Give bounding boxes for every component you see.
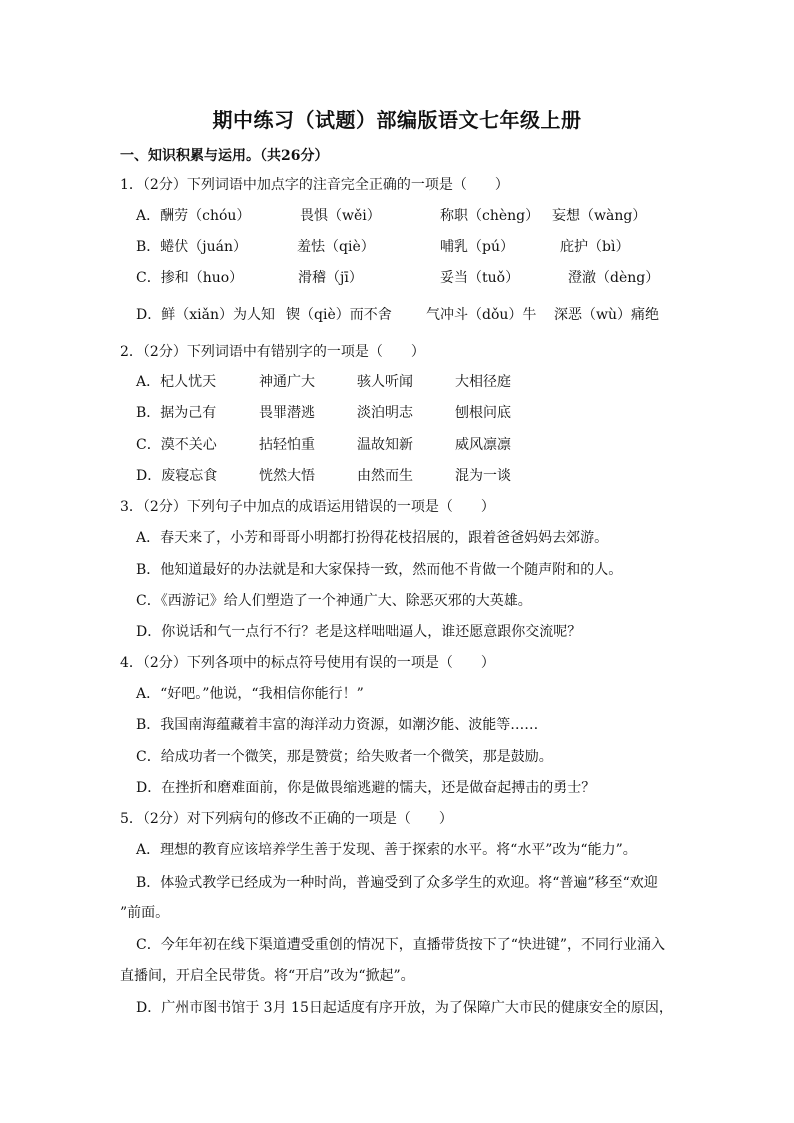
q1-option-a-word-2: 畏惧（wěi） [300, 208, 381, 224]
q5-option-b-line-1: B．体验式教学已经成为一种时尚，普遍受到了众多学生的欢迎。将“普遍”移至“欢迎 [136, 875, 658, 891]
q1-option-a-word-3: 称职（chèng） [440, 208, 540, 224]
q2-option-d-word-1: D．废寝忘食 [136, 468, 218, 484]
q1-option-d-word-1: D．鲜（xiǎn）为人知 [136, 307, 275, 323]
section-heading: 一、知识积累与运用。（共26分） [120, 148, 329, 164]
q2-option-c-word-2: 拈轻怕重 [259, 437, 315, 453]
q1-option-c-word-3: 妥当（tuǒ） [440, 270, 520, 286]
q1-option-b-word-1: B．蜷伏（juán） [136, 239, 248, 255]
q2-option-d-word-4: 混为一谈 [455, 468, 511, 484]
q1-option-b-word-3: 哺乳（pú） [440, 239, 514, 255]
q1-option-c-word-1: C．掺和（huo） [136, 270, 244, 286]
q2-option-a-word-1: A．杞人忧天 [136, 374, 217, 390]
q1-option-b-word-4: 庇护（bì） [560, 239, 630, 255]
q3-option-c: C．《西游记》给人们塑造了一个神通广大、除恶灭邪的大英雄。 [136, 593, 532, 609]
q1-option-d-word-4: 深恶（wù）痛绝 [554, 307, 659, 323]
page-title: 期中练习（试题）部编版语文七年级上册 [212, 108, 582, 132]
q4-option-d: D．在挫折和磨难面前，你是做畏缩逃避的懦夫，还是做奋起搏击的勇士？ [136, 780, 596, 796]
q3-option-a: A．春天来了，小芳和哥哥小明都打扮得花枝招展的，跟着爸爸妈妈去郊游。 [136, 530, 609, 546]
question-2-stem: 2．（2分）下列词语中有错别字的一项是（ ） [120, 344, 425, 360]
q2-option-b-word-3: 淡泊明志 [357, 405, 413, 421]
q2-option-a-word-3: 骇人听闻 [357, 374, 413, 390]
q1-option-a-word-1: A．酬劳（chóu） [136, 208, 251, 224]
q5-option-c-line-2: 直播间，开启全民带货。将“开启”改为“掀起”。 [120, 968, 415, 984]
q2-option-d-word-2: 恍然大悟 [259, 468, 315, 484]
q1-option-c-word-2: 滑稽（jī） [298, 270, 363, 286]
q2-option-b-word-1: B．据为己有 [136, 405, 217, 421]
q4-option-c: C．给成功者一个微笑，那是赞赏；给失败者一个微笑，那是鼓励。 [136, 749, 553, 765]
q2-option-c-word-4: 威风凛凛 [455, 437, 511, 453]
question-5-stem: 5．（2分）对下列病句的修改不正确的一项是（ ） [120, 811, 453, 827]
q2-option-c-word-1: C．漠不关心 [136, 437, 217, 453]
q1-option-b-word-2: 羞怯（qiè） [297, 239, 375, 255]
q1-option-d-word-3: 气冲斗（dǒu）牛 [426, 307, 537, 323]
q1-option-c-word-4: 澄澈（dèng） [568, 270, 660, 286]
q3-option-d: D．你说话和气一点行不行？老是这样咄咄逼人，谁还愿意跟你交流呢？ [136, 624, 582, 640]
q1-option-d-word-2: 锲（qiè）而不舍 [286, 307, 392, 323]
q3-option-b: B．他知道最好的办法就是和大家保持一致，然而他不肯做一个随声附和的人。 [136, 562, 623, 578]
q2-option-a-word-4: 大相径庭 [455, 374, 511, 390]
q5-option-a: A．理想的教育应该培养学生善于发现、善于探索的水平。将“水平”改为“能力”。 [136, 842, 637, 858]
q5-option-d-line-1: D．广州市图书馆于 3月 15日起适度有序开放，为了保障广大市民的健康安全的原因， [136, 1000, 673, 1016]
q2-option-b-word-2: 畏罪潜逃 [259, 405, 315, 421]
q1-option-a-word-4: 妄想（wàng） [552, 208, 647, 224]
q5-option-b-line-2: ”前面。 [120, 905, 170, 921]
q2-option-c-word-3: 温故知新 [357, 437, 413, 453]
question-4-stem: 4．（2分）下列各项中的标点符号使用有误的一项是（ ） [120, 655, 495, 671]
q2-option-d-word-3: 由然而生 [357, 468, 413, 484]
q2-option-b-word-4: 刨根问底 [455, 405, 511, 421]
question-1-stem: 1．（2分）下列词语中加点字的注音完全正确的一项是（ ） [120, 177, 509, 193]
q5-option-c-line-1: C．今年年初在线下渠道遭受重创的情况下，直播带货按下了“快进键”，不同行业涌入 [136, 937, 666, 953]
q2-option-a-word-2: 神通广大 [259, 374, 315, 390]
q4-option-a: A．“好吧。”他说，“我相信你能行！” [136, 686, 364, 702]
question-3-stem: 3．（2分）下列句子中加点的成语运用错误的一项是（ ） [120, 499, 495, 515]
q4-option-b: B．我国南海蕴藏着丰富的海洋动力资源，如潮汐能、波能等…… [136, 717, 539, 733]
